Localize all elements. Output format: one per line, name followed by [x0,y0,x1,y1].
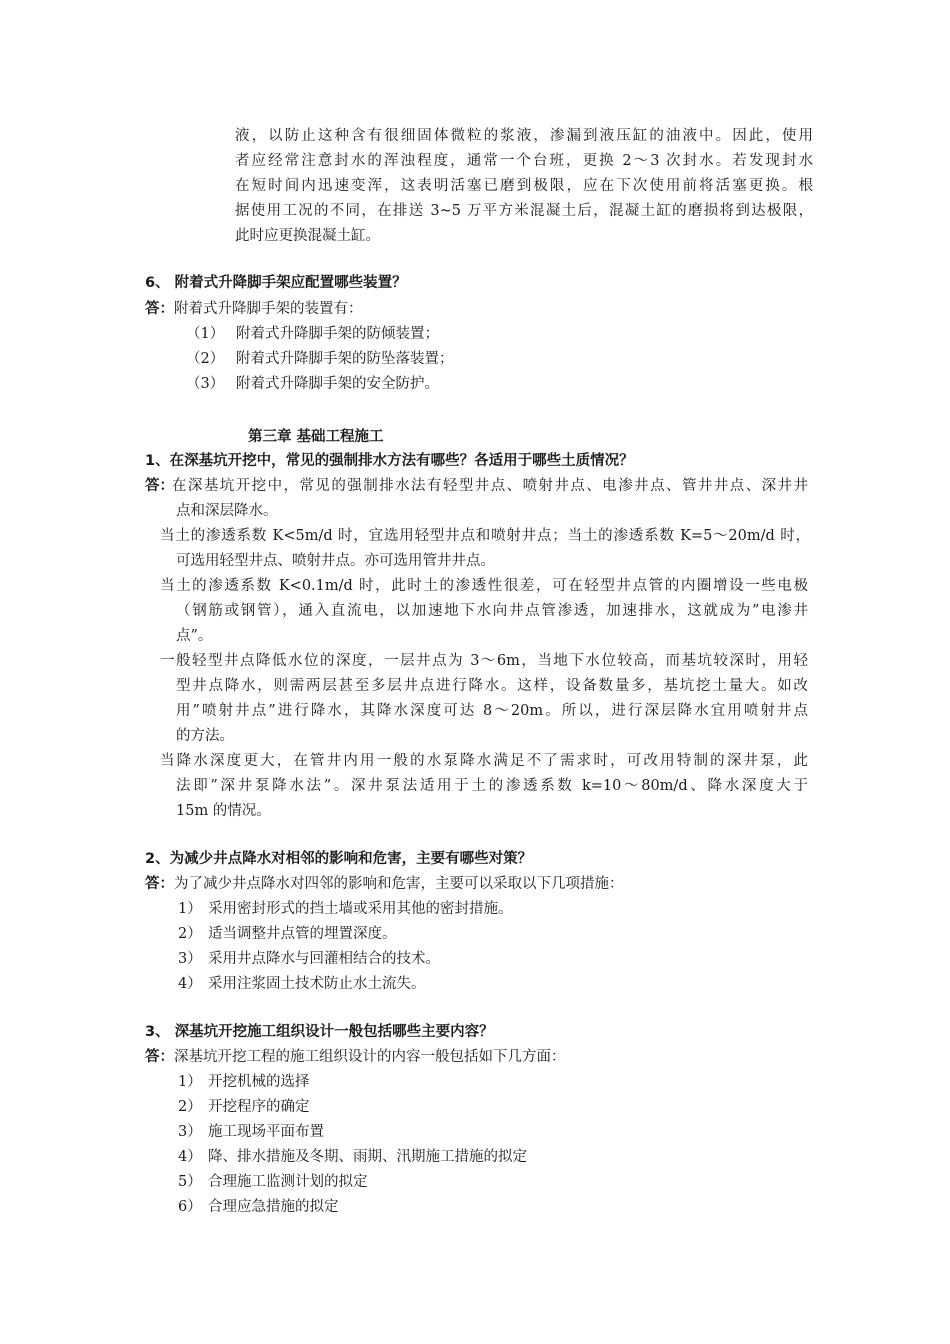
question-title: 6、 附着式升降脚手架应配置哪些装置？ [145,275,407,291]
list-text: 附着式升降脚手架的安全防护。 [236,376,439,392]
text-line: 一般轻型井点降低水位的深度，一层井点为 3～6m，当地下水位较高，而基坑较深时，用轻 [160,653,808,669]
list-number: 1） [178,1074,202,1090]
list-number: （1） [186,326,225,342]
list-item [178,898,513,920]
text-line: 点”。 [176,628,213,644]
list-item [186,323,439,345]
chapter-title: 第三章 基础工程施工 [248,429,384,445]
list-number: 2） [178,926,202,942]
text-line: 液，以防止这种含有很细固体微粒的浆液，渗漏到液压缸的油液中。因此，使用 [235,128,813,144]
text-line: 可选用轻型井点、喷射井点。亦可选用管井井点。 [176,553,495,569]
list-item [178,1196,339,1218]
list-number: 4） [178,1149,202,1165]
list-number: （2） [186,351,225,367]
list-item [178,948,440,970]
list-item [178,973,426,995]
list-text: 采用注浆固土技术防止水土流失。 [208,976,426,992]
list-text: 开挖机械的选择 [208,1074,310,1090]
text-line: 当土的渗透系数 K<0.1m/d 时，此时土的渗透性很差，可在轻型井点管的内圈增设一些电极 [160,578,808,594]
answer-line [145,873,624,895]
list-text: 采用井点降水与回灌相结合的技术。 [208,951,440,967]
text-line: 当土的渗透系数 K<5m/d 时，宜选用轻型井点和喷射井点；当土的渗透系数 K=5～20m/d 时， [160,528,810,544]
list-item [186,373,439,395]
list-text: 开挖程序的确定 [208,1099,310,1115]
answer-line [145,475,174,497]
answer-label: 答： [145,478,174,494]
text-line: 点和深层降水。 [176,503,278,519]
list-item [178,1171,368,1193]
list-number: 1） [178,901,202,917]
list-number: （3） [186,376,225,392]
list-item [178,1121,324,1143]
list-number: 2） [178,1099,202,1115]
answer-intro: 为了减少井点降水对四邻的影响和危害，主要可以采取以下几项措施： [174,876,624,892]
text-line: 当降水深度更大，在管井内用一般的水泵降水满足不了需求时，可改用特制的深井泵，此 [160,753,808,769]
list-text: 附着式升降脚手架的防坠落装置； [236,351,454,367]
answer-label: 答： [145,301,174,317]
list-number: 6） [178,1199,202,1215]
list-text: 适当调整井点管的埋置深度。 [208,926,397,942]
text-line: 在深基坑开挖中，常见的强制排水法有轻型井点、喷射井点、电渗井点、管井井点、深井井 [172,478,808,494]
list-text: 合理应急措施的拟定 [208,1199,339,1215]
answer-label: 答： [145,1049,174,1065]
list-number: 3） [178,951,202,967]
list-text: 施工现场平面布置 [208,1124,324,1140]
list-item [178,923,397,945]
list-item [186,348,454,370]
answer-label: 答： [145,876,174,892]
question-title: 3、 深基坑开挖施工组织设计一般包括哪些主要内容？ [145,1024,494,1040]
list-item [178,1146,527,1168]
text-line: 的方法。 [176,728,234,744]
list-text: 合理施工监测计划的拟定 [208,1174,368,1190]
text-line: 15m 的情况。 [176,803,271,819]
list-text: 降、排水措施及冬期、雨期、汛期施工措施的拟定 [208,1149,527,1165]
text-line: 在短时间内迅速变浑，这表明活塞已磨到极限，应在下次使用前将活塞更换。根 [235,178,813,194]
list-number: 3） [178,1124,202,1140]
question-title: 2、为减少井点降水对相邻的影响和危害，主要有哪些对策？ [145,851,533,867]
text-line: 者应经常注意封水的浑浊程度，通常一个台班，更换 2～3 次封水。若发现封水 [235,153,813,169]
list-text: 采用密封形式的挡土墙或采用其他的密封措施。 [208,901,513,917]
text-line: （钢筋或钢管），通入直流电，以加速地下水向井点管渗透，加速排水，这就成为”电渗井 [176,603,808,619]
text-line: 据使用工况的不同，在排送 3~5 万平方米混凝土后，混凝土缸的磨损将到达极限， [235,203,813,219]
text-line: 用”喷射井点”进行降水，其降水深度可达 8～20m。所以，进行深层降水宜用喷射井点 [176,703,808,719]
answer-line [145,1046,566,1068]
answer-line [145,298,363,320]
text-line: 此时应更换混凝土缸。 [235,228,380,244]
list-item [178,1096,310,1118]
question-title: 1、在深基坑开挖中，常见的强制排水方法有哪些？各适用于哪些土质情况？ [145,453,634,469]
text-line: 型井点降水，则需两层甚至多层井点进行降水。这样，设备数量多，基坑挖土量大。如改 [176,678,808,694]
list-number: 4） [178,976,202,992]
list-text: 附着式升降脚手架的防倾装置； [236,326,439,342]
answer-intro: 附着式升降脚手架的装置有： [174,301,363,317]
list-item [178,1071,310,1093]
list-number: 5） [178,1174,202,1190]
text-line: 法即”深井泵降水法”。深井泵法适用于土的渗透系数 k=10～80m/d、降水深度大于 [176,778,808,794]
answer-intro: 深基坑开挖工程的施工组织设计的内容一般包括如下几方面： [174,1049,566,1065]
